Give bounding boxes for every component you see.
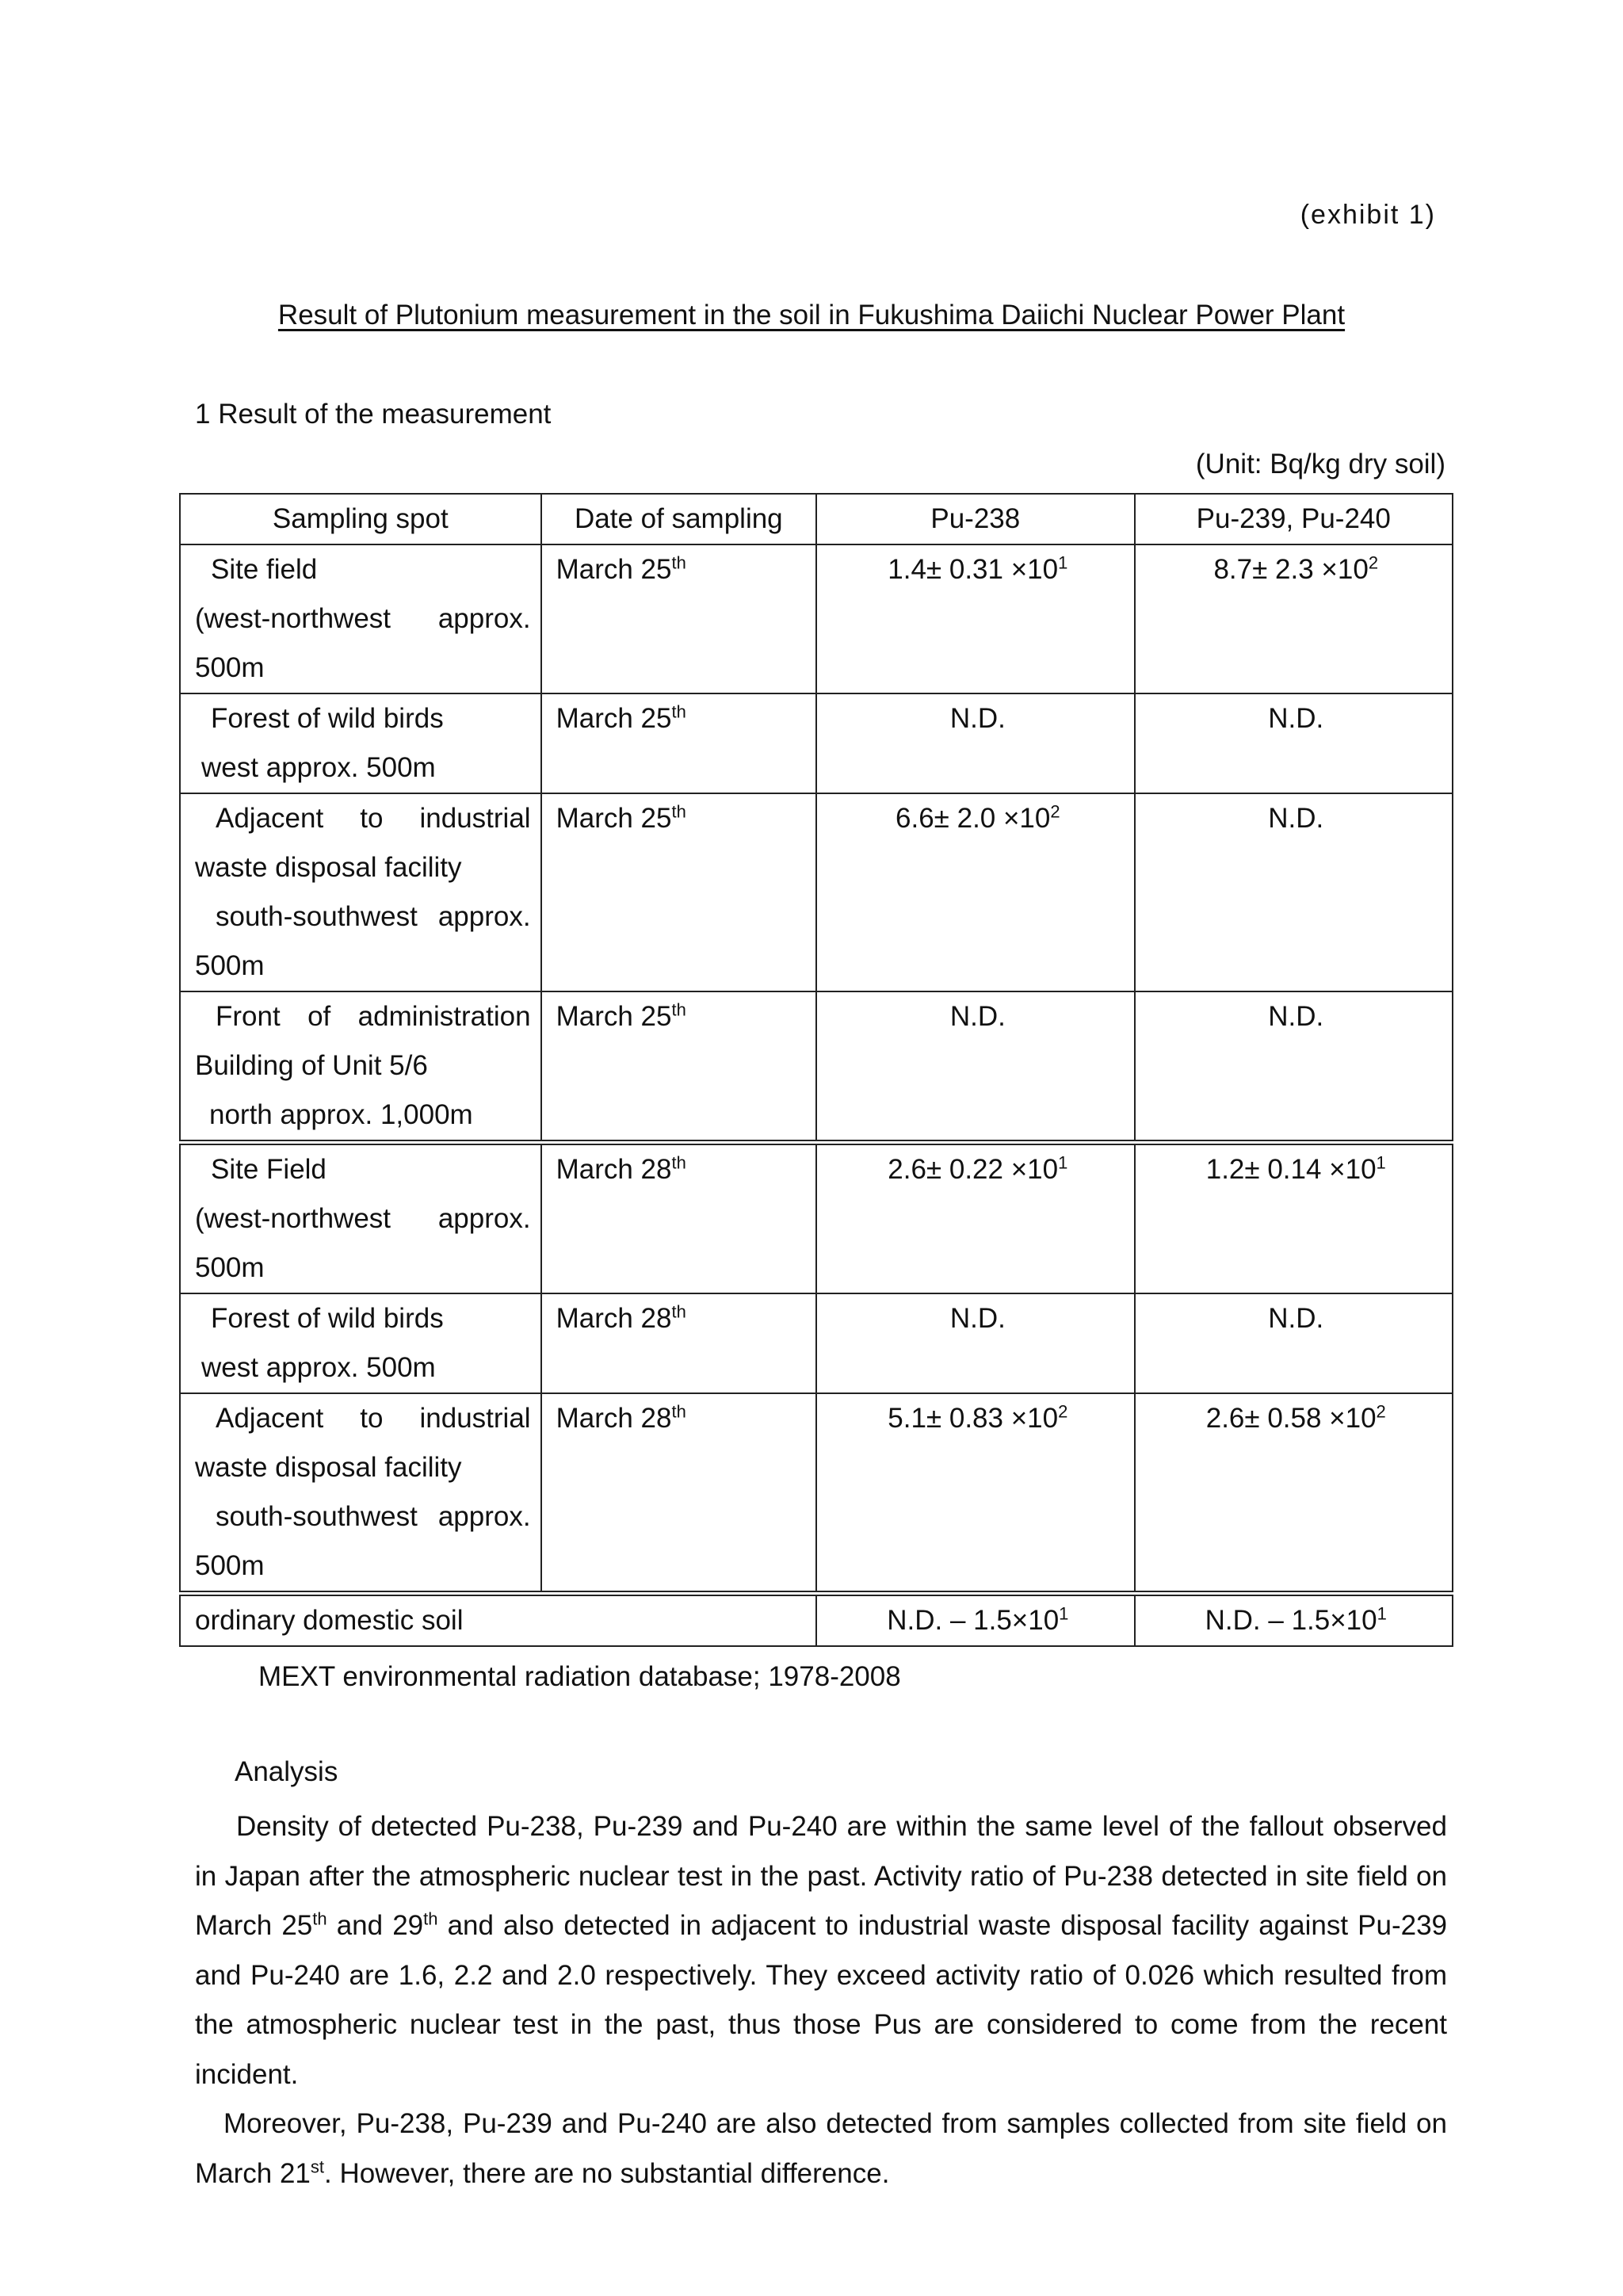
results-table [179,493,1453,1647]
table-header-row [180,494,1453,544]
pu238-cell: $6.6\pm 2.0 \times 10^2$ [816,793,1134,991]
spot-line: 500m [195,1550,265,1581]
spot-line: 500m [195,950,265,981]
sampling-spot-cell [180,544,541,693]
pu239-cell: $2.6\pm 0.58 \times 10^2$ [1135,1393,1453,1594]
spot-line: Site Field [211,1154,327,1185]
spot-line: Adjacent to industrial [216,803,531,834]
pu238-cell: N.D. – $1.5\times 10^1$ [816,1594,1134,1647]
analysis-heading: Analysis [235,1756,338,1787]
analysis-body [195,1802,1447,2199]
pu239-cell: N.D. – $1.5\times 10^1$ [1135,1594,1453,1647]
sampling-spot-cell [180,793,541,991]
header-pu239-240: Pu-239, Pu-240 [1135,494,1453,544]
pu239-cell: N.D. [1135,991,1453,1143]
date-cell: March 28th [541,1143,817,1294]
spot-line: south-southwest approx. [216,1501,531,1532]
exhibit-label: (exhibit 1) [1300,200,1436,230]
pu238-cell: N.D. [816,1293,1134,1393]
analysis-paragraph: Moreover, Pu-238, Pu-239 and Pu-240 are also detected from samples collected from site field on March 21st. However, there are no substantial difference. [195,2108,1447,2189]
spot-line: waste disposal facility [195,1452,462,1483]
table-row [180,1393,1453,1594]
sampling-spot-cell [180,991,541,1143]
header-sampling-spot: Sampling spot [180,494,541,544]
table-row [180,1143,1453,1294]
spot-line: west approx. 500m [201,1352,436,1383]
spot-line: Front of administration [216,1001,531,1032]
spot-line: (west-northwest approx. [195,1203,531,1234]
pu238-cell: $1.4\pm 0.31 \times 10^1$ [816,544,1134,693]
sampling-spot-cell [180,1393,541,1594]
section-heading: 1 Result of the measurement [195,399,552,430]
footer-label-cell: ordinary domestic soil [180,1594,816,1647]
date-cell: March 28th [541,1293,817,1393]
date-cell: March 25th [541,793,817,991]
header-pu238: Pu-238 [816,494,1134,544]
spot-line: Forest of wild birds [211,1303,444,1334]
pu239-cell: N.D. [1135,693,1453,793]
spot-line: Adjacent to industrial [216,1403,531,1434]
spot-line: 500m [195,652,265,683]
spot-line: south-southwest approx. [216,901,531,932]
sampling-spot-cell [180,1293,541,1393]
spot-line: Building of Unit 5/6 [195,1050,428,1081]
pu238-cell: N.D. [816,991,1134,1143]
source-note: MEXT environmental radiation database; 1978-2008 [258,1661,901,1692]
spot-line: north approx. 1,000m [209,1099,473,1130]
pu238-cell: $2.6\pm 0.22 \times 10^1$ [816,1143,1134,1294]
spot-line: Forest of wild birds [211,703,444,734]
table-footer-row [180,1594,1453,1647]
date-cell: March 28th [541,1393,817,1594]
sampling-spot-cell [180,693,541,793]
date-cell: March 25th [541,544,817,693]
pu239-cell: N.D. [1135,793,1453,991]
table-row [180,793,1453,991]
pu238-cell: $5.1\pm 0.83 \times 10^2$ [816,1393,1134,1594]
spot-line: waste disposal facility [195,852,462,883]
table-row [180,693,1453,793]
pu239-cell: $8.7\pm 2.3 \times 10^2$ [1135,544,1453,693]
table-row [180,1293,1453,1393]
date-cell: March 25th [541,693,817,793]
pu238-cell: N.D. [816,693,1134,793]
table-row [180,544,1453,693]
spot-line: 500m [195,1252,265,1283]
analysis-paragraph: Density of detected Pu-238, Pu-239 and Pu-240 are within the same level of the fallout observed in Japan after the atmospheric nuclear test in the past. Activity ratio of Pu-238 detected in site field on March 25th and 29th and also detected in adjacent to industrial waste disposal facility against Pu-239 and Pu-240 are 1.6, 2.2 and 2.0 respectively. They exceed activity ratio of 0.026 which resulted from the atmospheric nuclear test in the past, thus those Pus are considered to come from the recent incident. [195,1811,1447,2090]
date-cell: March 25th [541,991,817,1143]
pu239-cell: $1.2\pm 0.14 \times 10^1$ [1135,1143,1453,1294]
header-date: Date of sampling [541,494,817,544]
table-row [180,991,1453,1143]
pu239-cell: N.D. [1135,1293,1453,1393]
spot-line: west approx. 500m [201,752,436,783]
sampling-spot-cell [180,1143,541,1294]
spot-line: (west-northwest approx. [195,603,531,634]
unit-note: (Unit: Bq/kg dry soil) [1195,449,1445,479]
document-title: Result of Plutonium measurement in the soil in Fukushima Daiichi Nuclear Power Plant [277,300,1346,330]
spot-line: Site field [211,554,318,585]
